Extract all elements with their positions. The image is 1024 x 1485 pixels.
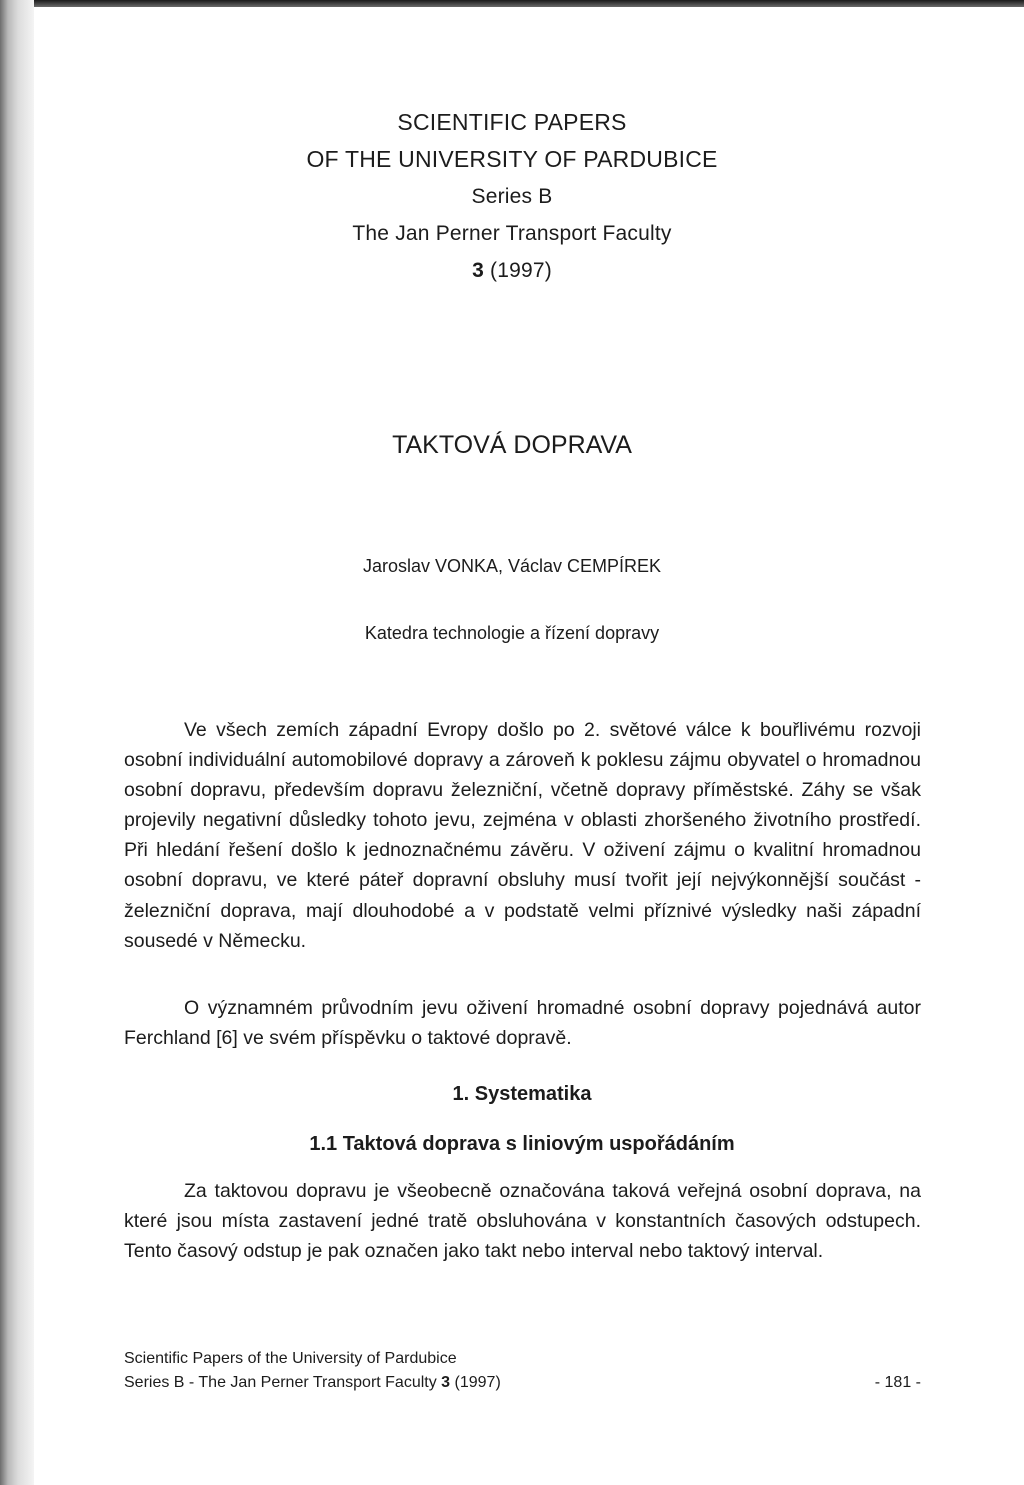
paragraph-intro: Ve všech zemích západní Evropy došlo po 2. světové válce k bouřlivému rozvoji osobní individuální automobilové dopravy a zároveň k poklesu zájmu obyvatel o hromadnou osobní dopravu, především dopravu železniční, včetně dopravy příměstské. Záhy se však projevily negativní důsledky tohoto jevu, zejména v oblasti zhoršeného životního prostředí. Při hledání řešení došlo k jednoznačnému závěru. V oživení zájmu o kvalitní hromadnou osobní dopravu, ve které páteř dopravní obsluhy musí tvořit její nejvýkonnější součást - železniční doprava, mají dlouhodobé a v podstatě velmi příznivé výsledky naši západní sousedé v Německu. — [124, 719, 921, 952]
page-number: - 181 - — [874, 1374, 921, 1391]
journal-series: Series B — [471, 185, 553, 208]
journal-header — [0, 104, 1024, 289]
journal-volume: 3 — [472, 259, 484, 282]
subsection-heading: 1.1 Taktová doprava s liniovým uspořádáním — [309, 1133, 735, 1155]
section-heading: 1. Systematika — [452, 1083, 592, 1105]
journal-volume-line — [0, 252, 1024, 289]
journal-faculty: The Jan Perner Transport Faculty — [352, 222, 672, 245]
page-footer — [124, 1347, 921, 1395]
paper-department: Katedra technologie a řízení dopravy — [364, 623, 660, 643]
footer-year: (1997) — [450, 1374, 501, 1391]
journal-year: (1997) — [490, 259, 552, 282]
footer-series: Series B - The Jan Perner Transport Faculty — [124, 1374, 442, 1391]
footer-series-line — [124, 1371, 921, 1395]
footer-volume: 3 — [441, 1374, 451, 1391]
paper-title: TAKTOVÁ DOPRAVA — [392, 431, 632, 459]
paragraph-reference: O významném průvodním jevu oživení hromadné osobní dopravy pojednává autor Ferchland [6] ve svém příspěvku o taktové dopravě. — [124, 997, 921, 1050]
journal-name-line2: OF THE UNIVERSITY OF PARDUBICE — [306, 146, 718, 172]
paragraph-definition: Za taktovou dopravu je všeobecně označována taková veřejná osobní doprava, na které jsou místa zastavení jedné tratě obsluhována v konstantních časových odstupech. Tento časový odstup je pak označen jako takt nebo interval nebo taktový interval. — [124, 1180, 921, 1263]
footer-journal: Scientific Papers of the University of Pardubice — [124, 1350, 457, 1367]
paper-authors: Jaroslav VONKA, Václav CEMPÍREK — [362, 556, 662, 576]
journal-name-line1: SCIENTIFIC PAPERS — [397, 109, 627, 135]
scan-top-edge — [0, 0, 1024, 7]
